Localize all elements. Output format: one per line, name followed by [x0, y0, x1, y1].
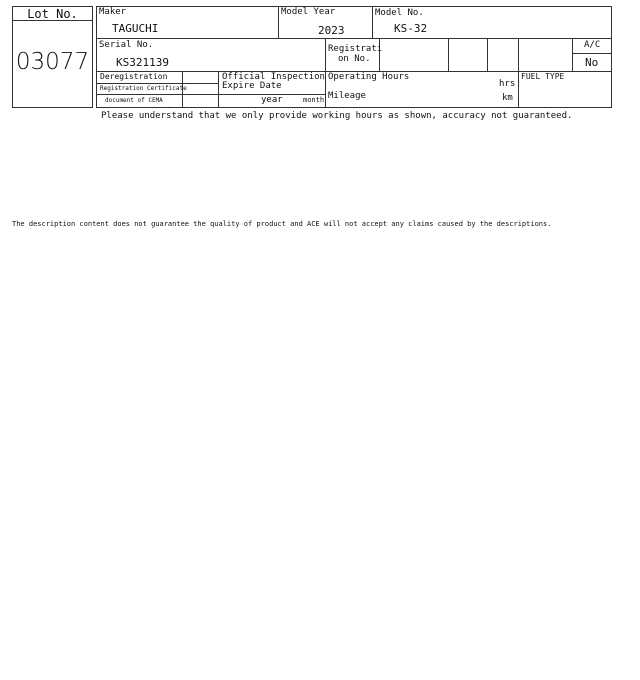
disclaimer-note: The description content does not guarantee the quality of product and ACE will not accept any claims caused by the descriptions.	[12, 220, 552, 228]
row2-divider-c3	[487, 38, 488, 71]
ac-label: A/C	[584, 40, 601, 50]
accuracy-note: Please understand that we only provide working hours as shown, accuracy not guaranteed.	[101, 111, 573, 121]
row2-divider-ac	[572, 38, 573, 71]
registration-label-2: on No.	[338, 54, 371, 64]
serial-label: Serial No.	[99, 40, 154, 50]
row2-divider-reg	[325, 38, 326, 108]
lot-label: Lot No.	[27, 7, 78, 21]
inspection-label-2: Expire Date	[222, 81, 282, 91]
cema-document-label: document of CEMA	[105, 97, 163, 104]
registration-certificate-label: Registration Certificate	[100, 85, 187, 92]
model-no-value: KS-32	[394, 22, 428, 35]
inspection-label-1: Official Inspection	[222, 72, 325, 82]
mileage-label: Mileage	[328, 91, 366, 101]
row1-divider-a	[278, 6, 279, 39]
fuel-type-label: FUEL TYPE	[521, 72, 565, 81]
registration-label-1: Registrati	[328, 44, 383, 54]
lot-number: 03077	[15, 49, 90, 75]
inspection-divider	[218, 71, 219, 108]
maker-value: TAGUCHI	[112, 22, 159, 35]
inspection-month-label: month	[303, 96, 325, 104]
ac-bottom	[572, 71, 612, 72]
inspection-year-label: year	[261, 95, 283, 105]
operating-hours-unit: hrs	[499, 79, 516, 89]
row1-divider-b	[372, 6, 373, 39]
model-year-label: Model Year	[281, 7, 336, 17]
maker-label: Maker	[99, 7, 127, 17]
ac-value: No	[585, 56, 599, 69]
row1-bottom	[96, 38, 612, 39]
model-no-label: Model No.	[375, 8, 424, 18]
row2-divider-c1	[379, 38, 380, 71]
model-year-value: 2023	[318, 24, 345, 37]
row2-divider-fuel	[518, 38, 519, 108]
mileage-unit: km	[502, 93, 513, 103]
row2-divider-c2	[448, 38, 449, 71]
operating-hours-label: Operating Hours	[328, 72, 410, 82]
ac-divider	[572, 53, 612, 54]
dereg-line-1	[96, 83, 218, 84]
serial-value: KS321139	[116, 56, 169, 69]
dereg-line-2	[96, 94, 325, 95]
deregistration-label: Deregistration	[100, 72, 168, 81]
